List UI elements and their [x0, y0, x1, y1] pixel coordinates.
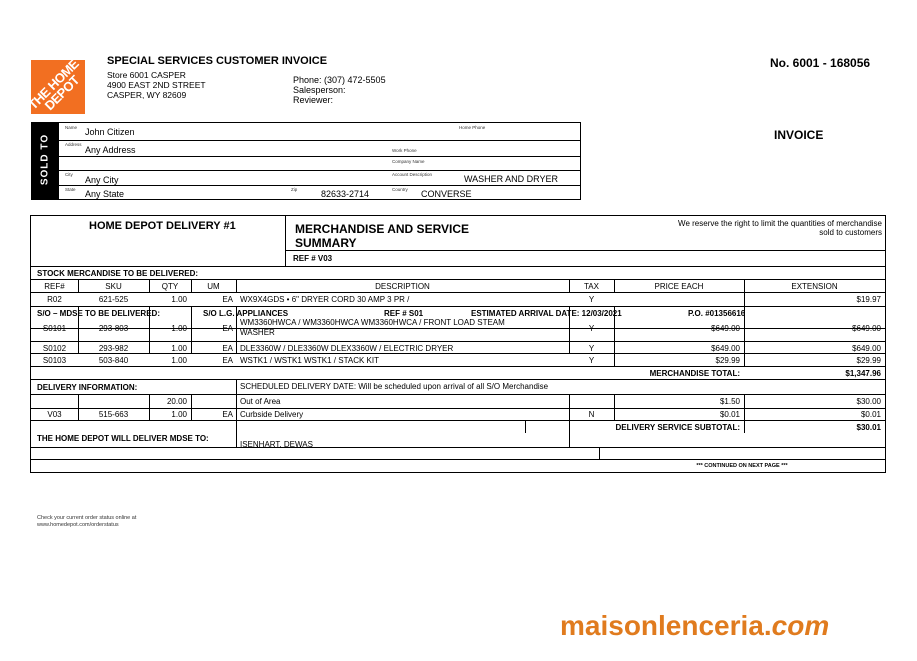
summary-title: MERCHANDISE AND SERVICE SUMMARY [295, 222, 470, 250]
stock-desc: WX9X4GDS • 6" DRYER CORD 30 AMP 3 PR / [240, 295, 410, 304]
col-um: UM [207, 282, 220, 291]
logo-text: THE HOME DEPOT [25, 56, 83, 114]
store-address [107, 70, 206, 100]
so-row-1-ext: $649.00 [852, 324, 881, 333]
sold-to-bar [31, 122, 59, 200]
so-row-2-tax: Y [588, 344, 595, 353]
stock-um: EA [222, 295, 233, 304]
watermark [560, 610, 829, 642]
account-description: WASHER AND DRYER [464, 174, 559, 184]
doc-type-label: INVOICE [774, 128, 824, 142]
stock-ext: $19.97 [856, 295, 881, 304]
out-of-area-price: $1.50 [719, 397, 740, 406]
order-status-footer [37, 515, 136, 529]
delivery-info-label: DELIVERY INFORMATION: [37, 383, 138, 392]
reviewer-label: Reviewer: [293, 95, 334, 105]
stock-ref: R02 [47, 295, 62, 304]
so-row-1-um: EA [222, 324, 233, 333]
out-of-area-desc: Out of Area [240, 397, 281, 406]
delivery-subtotal-label: DELIVERY SERVICE SUBTOTAL: [615, 423, 740, 432]
col-ref: REF# [44, 282, 65, 291]
so-row-3-sku: 503-840 [98, 356, 129, 365]
col-description: DESCRIPTION [375, 282, 430, 291]
so-row-1-desc-line2: WASHER [240, 328, 275, 337]
curbside-ref: V03 [47, 410, 62, 419]
country-label: Country [392, 187, 408, 192]
so-row-2-sku: 293-982 [98, 344, 129, 353]
work-phone-label: Work Phone [392, 148, 417, 153]
customer-state: Any State [85, 189, 125, 199]
col-price-each: PRICE EACH [654, 282, 704, 291]
so-row-3-desc: WSTK1 / WSTK1 WSTK1 / STACK KIT [240, 356, 379, 365]
curbside-sku: 515-663 [98, 410, 129, 419]
so-po: P.O. #01356616 [688, 309, 746, 318]
curbside-tax: N [588, 410, 595, 419]
so-header: S/O – MDSE TO BE DELIVERED: [37, 309, 160, 318]
customer-country: CONVERSE [421, 189, 472, 199]
home-phone-label: Home Phone [459, 125, 486, 130]
so-row-3-um: EA [222, 356, 233, 365]
stock-sku: 621-525 [98, 295, 129, 304]
customer-name: John Citizen [85, 127, 135, 137]
so-row-3-tax: Y [588, 356, 595, 365]
watermark-tld: com [771, 610, 830, 641]
so-row-2-desc: DLE3360W / DLE3360W DLEX3360W / ELECTRIC DRYER [240, 344, 454, 353]
col-extension: EXTENSION [791, 282, 838, 291]
store-street: 4900 EAST 2ND STREET [107, 80, 206, 90]
sold-to-label: SOLD TO [39, 133, 51, 186]
home-depot-logo [25, 56, 85, 114]
so-row-3-price: $29.99 [715, 356, 740, 365]
merchandise-total: $1,347.96 [845, 369, 881, 378]
watermark-main: maisonlenceria. [560, 610, 772, 641]
so-ref: REF # S01 [384, 309, 424, 318]
col-tax: TAX [584, 282, 599, 291]
company-label: Company Name [392, 159, 425, 164]
state-label: State [65, 187, 76, 192]
so-row-2-ref: S0102 [42, 344, 67, 353]
store-city: CASPER, WY 82609 [107, 90, 187, 100]
so-row-3-ref: S0103 [42, 356, 67, 365]
city-label: City [65, 172, 73, 177]
delivery-subtotal: $30.01 [856, 423, 881, 432]
quantity-notice: We reserve the right to limit the quantities of merchandise sold to customers [678, 219, 882, 237]
delivery-title: HOME DEPOT DELIVERY #1 [89, 220, 236, 232]
deliver-to-label: THE HOME DEPOT WILL DELIVER MDSE TO: [37, 434, 209, 443]
footer-line-1: Check your current order status online at [37, 515, 137, 521]
so-row-3-qty: 1.00 [171, 356, 187, 365]
col-qty: QTY [161, 282, 179, 291]
invoice-title: SPECIAL SERVICES CUSTOMER INVOICE [107, 55, 328, 67]
curbside-price: $0.01 [719, 410, 740, 419]
scheduled-delivery: SCHEDULED DELIVERY DATE: Will be scheduled upon arrival of all S/O Merchandise [240, 382, 549, 391]
out-of-area-ext: $30.00 [856, 397, 881, 406]
summary-ref: REF # V03 [293, 254, 333, 263]
stock-header: STOCK MERCANDISE TO BE DELIVERED: [37, 269, 199, 278]
zip-label: Zip [291, 187, 298, 192]
so-row-1-ref: S0101 [42, 324, 67, 333]
so-row-2-um: EA [222, 344, 233, 353]
curbside-ext: $0.01 [860, 410, 881, 419]
curbside-um: EA [222, 410, 233, 419]
store-contact [293, 75, 386, 105]
curbside-qty: 1.00 [171, 410, 187, 419]
customer-address: Any Address [85, 145, 136, 155]
customer-zip: 82633-2714 [321, 189, 370, 199]
salesperson-label: Salesperson: [293, 85, 346, 95]
store-phone: Phone: (307) 472-5505 [293, 75, 386, 85]
so-row-1-qty: 1.00 [171, 324, 187, 333]
curbside-desc: Curbside Delivery [240, 410, 304, 419]
so-row-1-price: $649.00 [711, 324, 740, 333]
so-row-2-price: $649.00 [711, 344, 740, 353]
so-row-1-sku: 293-803 [98, 324, 129, 333]
invoice-number: No. 6001 - 168056 [770, 56, 871, 70]
so-row-1-tax: Y [588, 324, 595, 333]
so-group: S/O L.G. APPLIANCES [203, 309, 289, 318]
out-of-area-qty: 20.00 [166, 397, 187, 406]
merchandise-total-label: MERCHANDISE TOTAL: [649, 369, 740, 378]
account-label: Account Description [392, 172, 433, 177]
invoice-table [30, 215, 886, 473]
store-name: Store 6001 CASPER [107, 70, 186, 80]
so-arrival-date: ESTIMATED ARRIVAL DATE: 12/03/2021 [471, 309, 622, 318]
customer-city: Any City [85, 175, 119, 185]
so-row-2-qty: 1.00 [171, 344, 187, 353]
footer-line-2[interactable]: www.homedepot.com/orderstatus [37, 522, 119, 528]
sold-to-box [59, 122, 581, 200]
so-row-2-ext: $649.00 [852, 344, 881, 353]
stock-tax: Y [588, 295, 595, 304]
so-row-3-ext: $29.99 [856, 356, 881, 365]
so-row-1-desc-line1: WM3360HWCA / WM3360HWCA WM3360HWCA / FRONT LOAD STEAM [240, 318, 505, 327]
col-sku: SKU [105, 282, 122, 291]
address-label: Address [65, 142, 82, 147]
stock-qty: 1.00 [171, 295, 187, 304]
name-label: Name [65, 125, 78, 130]
continued-notice: *** CONTINUED ON NEXT PAGE *** [696, 463, 788, 469]
deliver-to-name: ISENHART, DEWAS [240, 440, 313, 449]
